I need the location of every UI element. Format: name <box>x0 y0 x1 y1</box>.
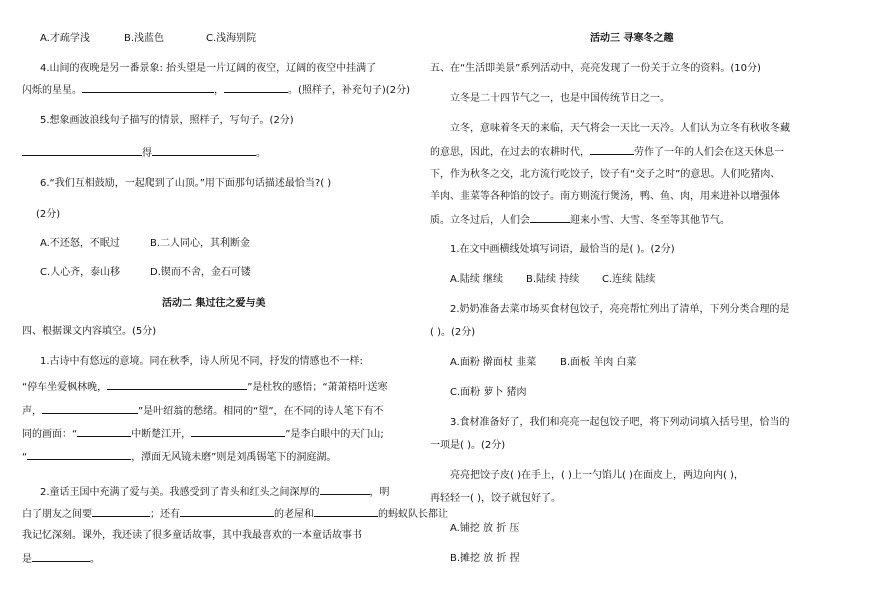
p1-blank-3[interactable] <box>77 427 131 437</box>
q6-option-b: B.二人同心，其利断金 <box>150 238 251 249</box>
p2-line2: 白了朋友之间要 ；还有 的老屋和 的蚂蚁队长都让 <box>22 509 448 520</box>
p1-blank-2[interactable] <box>42 404 138 414</box>
q6-option-a: A.不还怒，不眠过 <box>40 238 120 249</box>
para-line2: 的意思，因此，在过去的农耕时代， 劳作了一年的人们会在这天休息一 <box>430 147 784 158</box>
q3-option-b: B.浅蓝色 <box>124 33 165 44</box>
q6-line1: 6.“我们互相鼓励，一起爬到了山顶。”用下面那句话描述最恰当?( ) <box>40 178 332 189</box>
s1-option-b: B.陆续 持续 <box>526 274 580 285</box>
q3-option-c: C.浅海别院 <box>206 33 257 44</box>
s3-line2: 一项是( )。(2分) <box>430 440 506 451</box>
p1-blank-5[interactable] <box>27 450 131 460</box>
p2-blank-3[interactable] <box>180 507 274 517</box>
s2-options-row2 <box>450 386 527 400</box>
p2-line3: 我记忆深刻。课外，我还读了很多童话故事，其中我最喜欢的一本童话故事书 <box>22 530 362 541</box>
para-line5: 质。立冬过后，人们会 迎来小雪、大雪、冬至等其他节气。 <box>430 215 730 226</box>
s2-option-a: A.面粉 擀面杖 韭菜 <box>450 357 537 368</box>
s2-options-row1 <box>450 356 636 370</box>
para-blank-1[interactable] <box>590 145 634 155</box>
s3-option-a: A.铺挖 放 折 压 <box>450 523 520 534</box>
s1-options <box>450 273 655 287</box>
para-line4: 羊肉、韭菜等各种馅的饺子。南方则流行煲汤，鸭、鱼、肉，用来进补以增强体 <box>430 191 780 202</box>
q6-options-row1 <box>40 237 250 251</box>
section-five-heading: 五、在“生活即美景”系列活动中，亮亮发现了一份关于立冬的资料。(10分) <box>430 63 761 74</box>
p2-line4: 是 。 <box>22 554 100 565</box>
q5-blank-1[interactable] <box>22 146 142 156</box>
para-line1: 立冬，意味着冬天的来临，天气将会一天比一天冷。人们认为立冬有秋收冬藏 <box>450 123 790 134</box>
q6-options-row2 <box>40 266 251 280</box>
q3-option-a: A.才疏学浅 <box>40 33 90 44</box>
activity2-title: 活动二 集过往之爱与美 <box>162 298 266 309</box>
p1-line5: “ ，潭面无风镜未磨”则是刘禹锡笔下的洞庭湖。 <box>22 452 337 463</box>
s1-question: 1.在文中画横线处填写词语，最恰当的是( )。(2分) <box>450 244 675 255</box>
para-line3: 下，作为秋冬之交，北方流行吃饺子，饺子有“交子之时”的意思。人们吃猪肉、 <box>430 169 781 180</box>
p1-line2: “停车坐爱枫林晚， ”是杜牧的感悟；“萧萧梧叶送寒 <box>22 382 388 393</box>
activity3-title: 活动三 寻寒冬之趣 <box>590 33 674 44</box>
q6-score: (2分) <box>36 209 61 220</box>
q4-line1: 4.山间的夜晚是另一番景象: 抬头望是一片辽阔的夜空，辽阔的夜空中挂满了 <box>40 63 377 74</box>
s2-option-c: C.面粉 萝卜 猪肉 <box>450 387 527 398</box>
s3-option-b: B.摊挖 放 折 捏 <box>450 553 520 564</box>
p1-line4: 同的画面：“ 中断楚江开， ”是李白眼中的天门山; <box>22 429 384 440</box>
p1-blank-4[interactable] <box>191 427 285 437</box>
q3-options <box>40 32 256 46</box>
q5-blank-2[interactable] <box>152 146 256 156</box>
p1-line3: 声， ”是叶绍翁的愁绪。相同的“望”，在不同的诗人笔下有不 <box>22 406 384 417</box>
para-blank-2[interactable] <box>530 213 570 223</box>
q5-line2: 得 。 <box>22 146 266 161</box>
q4-blank-1[interactable] <box>82 83 214 93</box>
s1-option-a: A.陆续 继续 <box>450 274 504 285</box>
s3-line1: 3.食材准备好了，我们和亮亮一起包饺子吧，将下列动词填入括号里，恰当的 <box>450 417 790 428</box>
s2-line1: 2.奶奶准备去菜市场买食材包饺子，亮亮帮忙列出了清单，下列分类合理的是 <box>450 304 790 315</box>
q4-line2: 闪烁的星星。 ， 。(照样子，补充句子)(2分) <box>22 85 410 96</box>
q6-option-c: C.人心齐，泰山移 <box>40 267 121 278</box>
p2-blank-5[interactable] <box>32 552 90 562</box>
s3-passage-line2: 再轻轻一( )，饺子就包好了。 <box>430 493 561 504</box>
q5-line1: 5.想象画波浪线句子描写的情景，照样子，写句子。(2分) <box>40 115 294 126</box>
section-four-heading: 四、根据课文内容填空。(5分) <box>22 326 157 337</box>
q6-option-d: D.锲而不舍，金石可镂 <box>150 267 251 278</box>
intro-line: 立冬是二十四节气之一，也是中国传统节日之一。 <box>450 93 670 104</box>
p2-blank-2[interactable] <box>92 507 150 517</box>
p1-line1: 1.古诗中有悠远的意境。同在秋季，诗人所见不同，抒发的情感也不一样: <box>40 356 363 367</box>
p1-blank-1[interactable] <box>107 380 247 390</box>
s2-line2: ( )。(2分) <box>430 327 476 338</box>
p2-blank-4[interactable] <box>314 507 378 517</box>
s3-passage-line1: 亮亮把饺子皮( )在手上，( )上一勺馅儿( )在面皮上，两边向内( )， <box>450 470 744 481</box>
s2-option-b: B.面板 羊肉 白菜 <box>560 357 637 368</box>
p2-blank-1[interactable] <box>320 485 370 495</box>
s1-option-c: C.连续 陆续 <box>602 274 656 285</box>
q4-blank-2[interactable] <box>224 83 288 93</box>
p2-line1: 2.童话王国中充满了爱与美。我感受到了青头和红头之间深厚的 ，明 <box>40 487 390 498</box>
